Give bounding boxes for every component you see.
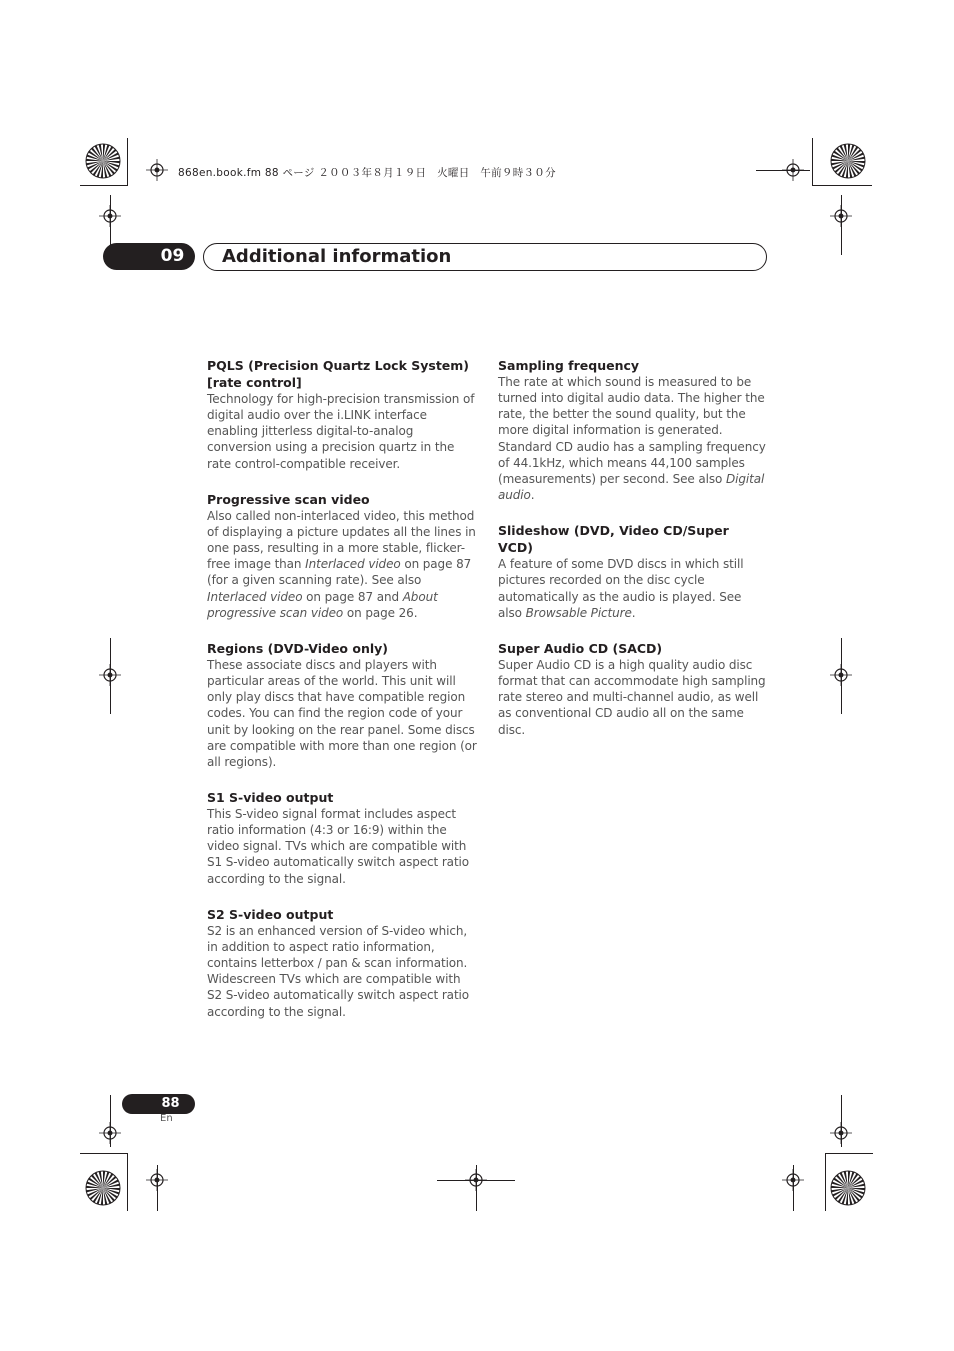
glossary-entry — [498, 357, 768, 503]
chapter-number: 09 — [160, 246, 185, 266]
entry-body: The rate at which sound is measured to be turned into digital audio data. The higher the rate, the better the sound quality, but the more digital information is generated. Standard CD audio has a sampling frequency of 44.1kHz, which means 44,100 samples (measurements) per second. See also Digital audio. — [498, 375, 766, 503]
crop-mark — [80, 1153, 128, 1154]
entry-heading: S2 S-video output — [207, 906, 334, 922]
crop-mark — [756, 170, 810, 171]
page-language: En — [160, 1113, 173, 1124]
glossary-entry — [498, 640, 768, 738]
entry-body: A feature of some DVD discs in which still pictures recorded on the disc cycle automatically as the audio is played. See also Browsable Picture. — [498, 557, 744, 620]
crop-mark — [793, 1165, 794, 1211]
crop-mark — [812, 185, 872, 186]
file-info: 868en.book.fm 88 ページ ２００３年８月１９日 火曜日 午前９時３０分 — [178, 167, 556, 179]
entry-heading: PQLS (Precision Quartz Lock System) [rate control] — [207, 358, 470, 390]
left-column — [207, 357, 477, 1039]
registration-cross-icon — [146, 159, 168, 181]
starburst-target-icon — [830, 143, 866, 179]
glossary-entry — [207, 640, 477, 770]
starburst-target-icon — [85, 1170, 121, 1206]
entry-body: These associate discs and players with particular areas of the world. This unit will only play discs that have compatible region codes. You can find the region code of your unit by looking on the rear panel. Some discs are compatible with more than one region (or all regions). — [207, 657, 477, 769]
crop-mark — [127, 138, 128, 186]
starburst-target-icon — [830, 1170, 866, 1206]
starburst-target-icon — [85, 143, 121, 179]
entry-body: Also called non-interlaced video, this method of displaying a picture updates all the lines in one pass, resulting in a more stable, flicker-free image than Interlaced video on page 87 (for a given scanning rate). See also Interlaced video on page 87 and About progressive scan video on page 26. — [207, 508, 476, 620]
entry-heading: Slideshow (DVD, Video CD/Super VCD) — [498, 523, 729, 556]
glossary-entry — [207, 906, 477, 1020]
crop-mark — [825, 1153, 873, 1154]
entry-heading: Super Audio CD (SACD) — [498, 640, 663, 656]
crop-mark — [841, 638, 842, 714]
crop-mark — [841, 195, 842, 255]
glossary-entry — [207, 491, 477, 621]
glossary-entry — [207, 357, 477, 472]
crop-mark — [157, 1165, 158, 1211]
glossary-entry — [207, 789, 477, 887]
entry-body: This S-video signal format includes aspect ratio information (4:3 or 16:9) within the video signal. TVs which are compatible with S1 S-video automatically switch aspect ratio according to the signal. — [207, 806, 470, 886]
chapter-title: Additional information — [222, 246, 452, 267]
right-column — [498, 357, 768, 757]
crop-mark — [127, 1153, 128, 1211]
entry-body: Technology for high-precision transmission of digital audio over the i.LINK interface enabling jitterless digital-to-analog conversion using a precision quartz in the rate control-compatible receiver. — [207, 392, 475, 471]
entry-heading: Sampling frequency — [498, 358, 640, 373]
glossary-entry — [498, 522, 768, 621]
crop-mark — [841, 1095, 842, 1147]
crop-mark — [80, 185, 128, 186]
entry-heading: Regions (DVD-Video only) — [207, 640, 388, 656]
entry-body: Super Audio CD is a high quality audio disc format that can accommodate high sampling rate stereo and multi-channel audio, as well as conventional CD audio all on the same disc. — [498, 657, 766, 737]
crop-mark — [825, 1153, 826, 1211]
crop-mark — [110, 1095, 111, 1147]
crop-mark — [110, 638, 111, 714]
crop-mark — [110, 195, 111, 245]
page-number: 88 — [161, 1096, 180, 1111]
entry-body: S2 is an enhanced version of S-video which, in addition to aspect ratio information, contains letterbox / pan & scan information. Widescreen TVs which are compatible with S2 S-video automatically switch aspect ratio according to the signal. — [207, 923, 470, 1019]
crop-mark — [812, 138, 813, 186]
entry-heading: S1 S-video output — [207, 789, 334, 805]
entry-heading: Progressive scan video — [207, 491, 370, 507]
crop-mark — [476, 1165, 477, 1211]
